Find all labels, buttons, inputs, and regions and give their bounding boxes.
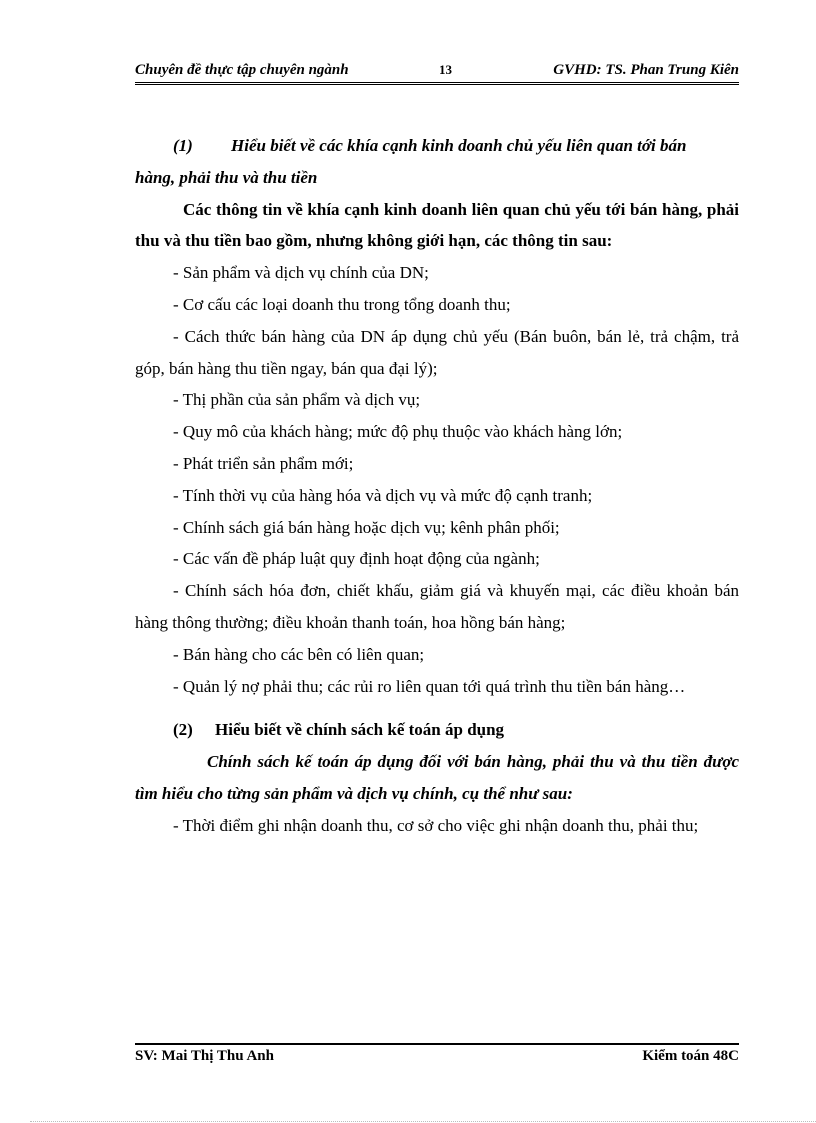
section1-heading: [135, 130, 739, 162]
section1-item: - Chính sách hóa đơn, chiết khấu, giảm giá và khuyến mại, các điều khoản bán hàng thông thường; điều khoản thanh toán, hoa hồng bán hàng;: [135, 581, 739, 632]
section1-item: - Bán hàng cho các bên có liên quan;: [173, 644, 425, 664]
section1-title-line1: Hiểu biết về các khía cạnh kinh doanh chủ yếu liên quan tới bán: [231, 136, 687, 155]
page-header: [135, 62, 739, 82]
section1-intro: Các thông tin về khía cạnh kinh doanh liên quan chủ yếu tới bán hàng, phải thu và thu tiền bao gồm, nhưng không giới hạn, các thông tin sau:: [135, 199, 739, 251]
section1-item: - Cơ cấu các loại doanh thu trong tổng doanh thu;: [173, 294, 511, 314]
section1-item: - Cách thức bán hàng của DN áp dụng chủ yếu (Bán buôn, bán lẻ, trả chậm, trả góp, bán hàng thu tiền ngay, bán qua đại lý);: [135, 326, 739, 378]
section1-item: - Phát triển sản phẩm mới;: [173, 453, 354, 473]
section2-number: (2): [173, 720, 193, 740]
section1-item: - Các vấn đề pháp luật quy định hoạt động của ngành;: [173, 549, 540, 569]
header-course-title: Chuyên đề thực tập chuyên ngành: [135, 62, 349, 78]
section1-title-line2: hàng, phải thu và thu tiền: [135, 167, 318, 187]
section1-item: - Sản phẩm và dịch vụ chính của DN;: [173, 263, 429, 283]
section2-heading: [135, 714, 739, 746]
section1-item: - Quy mô của khách hàng; mức độ phụ thuộc vào khách hàng lớn;: [173, 422, 623, 442]
section2-item: - Thời điểm ghi nhận doanh thu, cơ sở cho việc ghi nhận doanh thu, phải thu;: [173, 815, 699, 835]
footer-class: Kiểm toán 48C: [642, 1048, 739, 1064]
section1-item: - Quản lý nợ phải thu; các rủi ro liên quan tới quá trình thu tiền bán hàng…: [173, 676, 686, 696]
header-supervisor: GVHD: TS. Phan Trung Kiên: [553, 62, 739, 78]
header-divider: [135, 82, 739, 85]
section1-item: - Thị phần của sản phẩm và dịch vụ;: [173, 390, 421, 410]
footer-student: SV: Mai Thị Thu Anh: [135, 1048, 274, 1064]
page-number: 13: [439, 62, 452, 77]
section1-item: - Chính sách giá bán hàng hoặc dịch vụ; kênh phân phối;: [173, 517, 560, 537]
page-bottom-edge: [30, 1121, 816, 1122]
section1-item: - Tính thời vụ của hàng hóa và dịch vụ và mức độ cạnh tranh;: [173, 485, 593, 505]
page-body: [135, 130, 739, 842]
footer-divider: [135, 1043, 739, 1045]
section1-number: (1): [173, 136, 193, 155]
section2-intro: Chính sách kế toán áp dụng đối với bán hàng, phải thu và thu tiền được tìm hiểu cho từng sản phẩm và dịch vụ chính, cụ thể như sau:: [135, 752, 739, 803]
document-page: [135, 0, 739, 1123]
page-footer: [135, 1048, 739, 1068]
section2-title: Hiểu biết về chính sách kế toán áp dụng: [215, 720, 505, 740]
